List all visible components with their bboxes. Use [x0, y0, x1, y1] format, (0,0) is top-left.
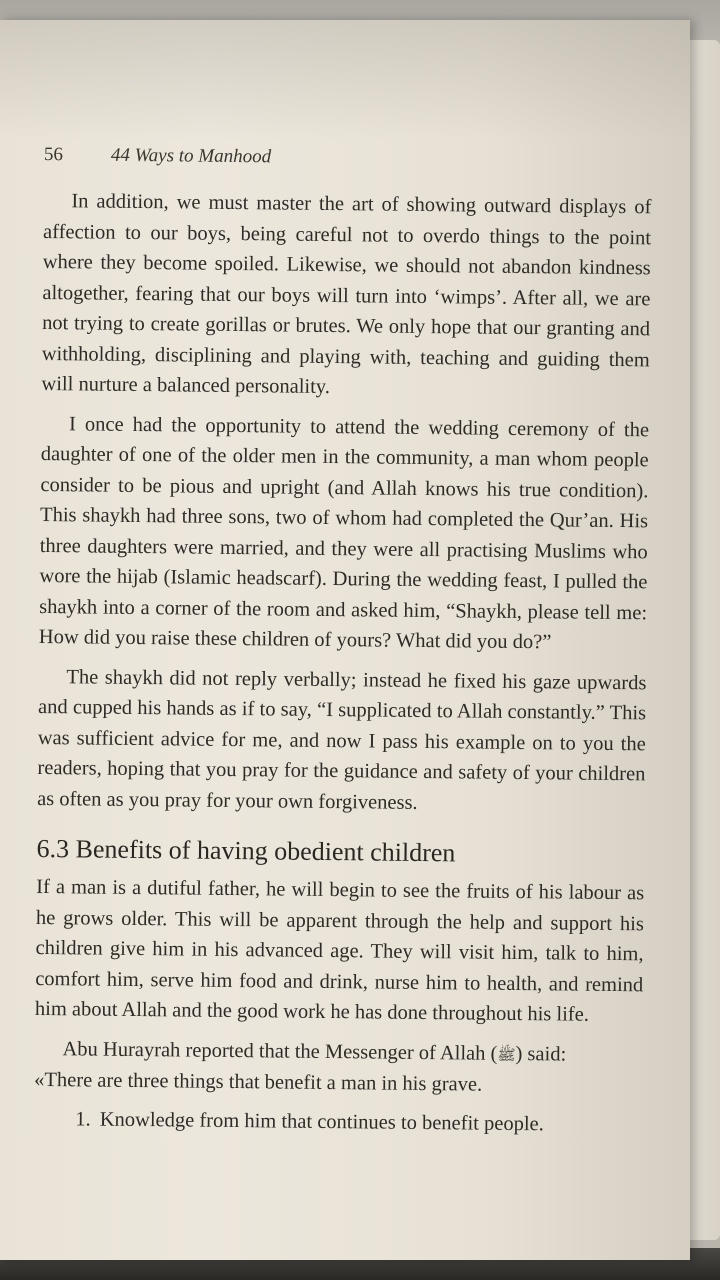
hadith-intro-after: ) said:	[515, 1042, 567, 1066]
hadith-intro-before: Abu Hurayrah reported that the Messenger of Allah (	[62, 1037, 498, 1065]
paragraph-dutiful-father: If a man is a dutiful father, he will begin to see the fruits of his labour as he grows older. This will be apparent through the help and support his children give him in his advanced age. They will visit him, talk to him, comfort him, serve him food and drink, nurse him to health, and remind him about Allah and the good work he has done throughout his life.	[34, 875, 645, 1026]
paragraph-supplication: The shaykh did not reply verbally; instead he fixed his gaze upwards and cupped his hands as if to say, “I supplicated to Allah constantly.” This was sufficient advice for me, and now I pass his example on to you the readers, hoping that you pray for the guidance and safety of your children as often as you pray for your own forgiveness.	[37, 665, 647, 814]
honorific-symbol: ﷺ	[497, 1045, 516, 1064]
hadith-list	[34, 1103, 642, 1140]
section-heading: 6.3 Benefits of having obedient children	[36, 833, 456, 868]
running-head	[44, 144, 652, 172]
page-number: 56	[43, 144, 63, 166]
list-item: 1. Knowledge from him that continues to benefit people.	[96, 1104, 642, 1140]
page-shadow	[0, 20, 690, 140]
paragraph-wedding-story: I once had the opportunity to attend the wedding ceremony of the daughter of one of the older men in the community, a man whom people consider to be pious and upright (and Allah knows his true condition). This shaykh had three sons, two of whom had completed the Qur’an. His three daughters were married, and they were all practising Muslims who wore the hijab (Islamic headscarf). During the wedding feast, I pulled the shaykh into a corner of the room and asked him, “Shaykh, please tell me: How did you raise these children of yours? What did you do?”	[38, 412, 650, 654]
hadith-quote: «There are three things that benefit a man in his grave.	[34, 1068, 483, 1096]
page-content	[34, 144, 652, 1140]
paragraph-affection: In addition, we must master the art of showing outward displays of affection to our boys, being careful not to overdo things to the point where they become spoiled. Likewise, we should not abandon kindness altogether, fearing that our boys will turn into ‘wimps’. After all, we are not trying to create gorillas or brutes. We only hope that our granting and withholding, disciplining and playing with, teaching and guiding them will nurture a balanced personality.	[41, 190, 652, 399]
book-title: 44 Ways to Manhood	[110, 144, 272, 168]
book-page	[0, 20, 690, 1260]
